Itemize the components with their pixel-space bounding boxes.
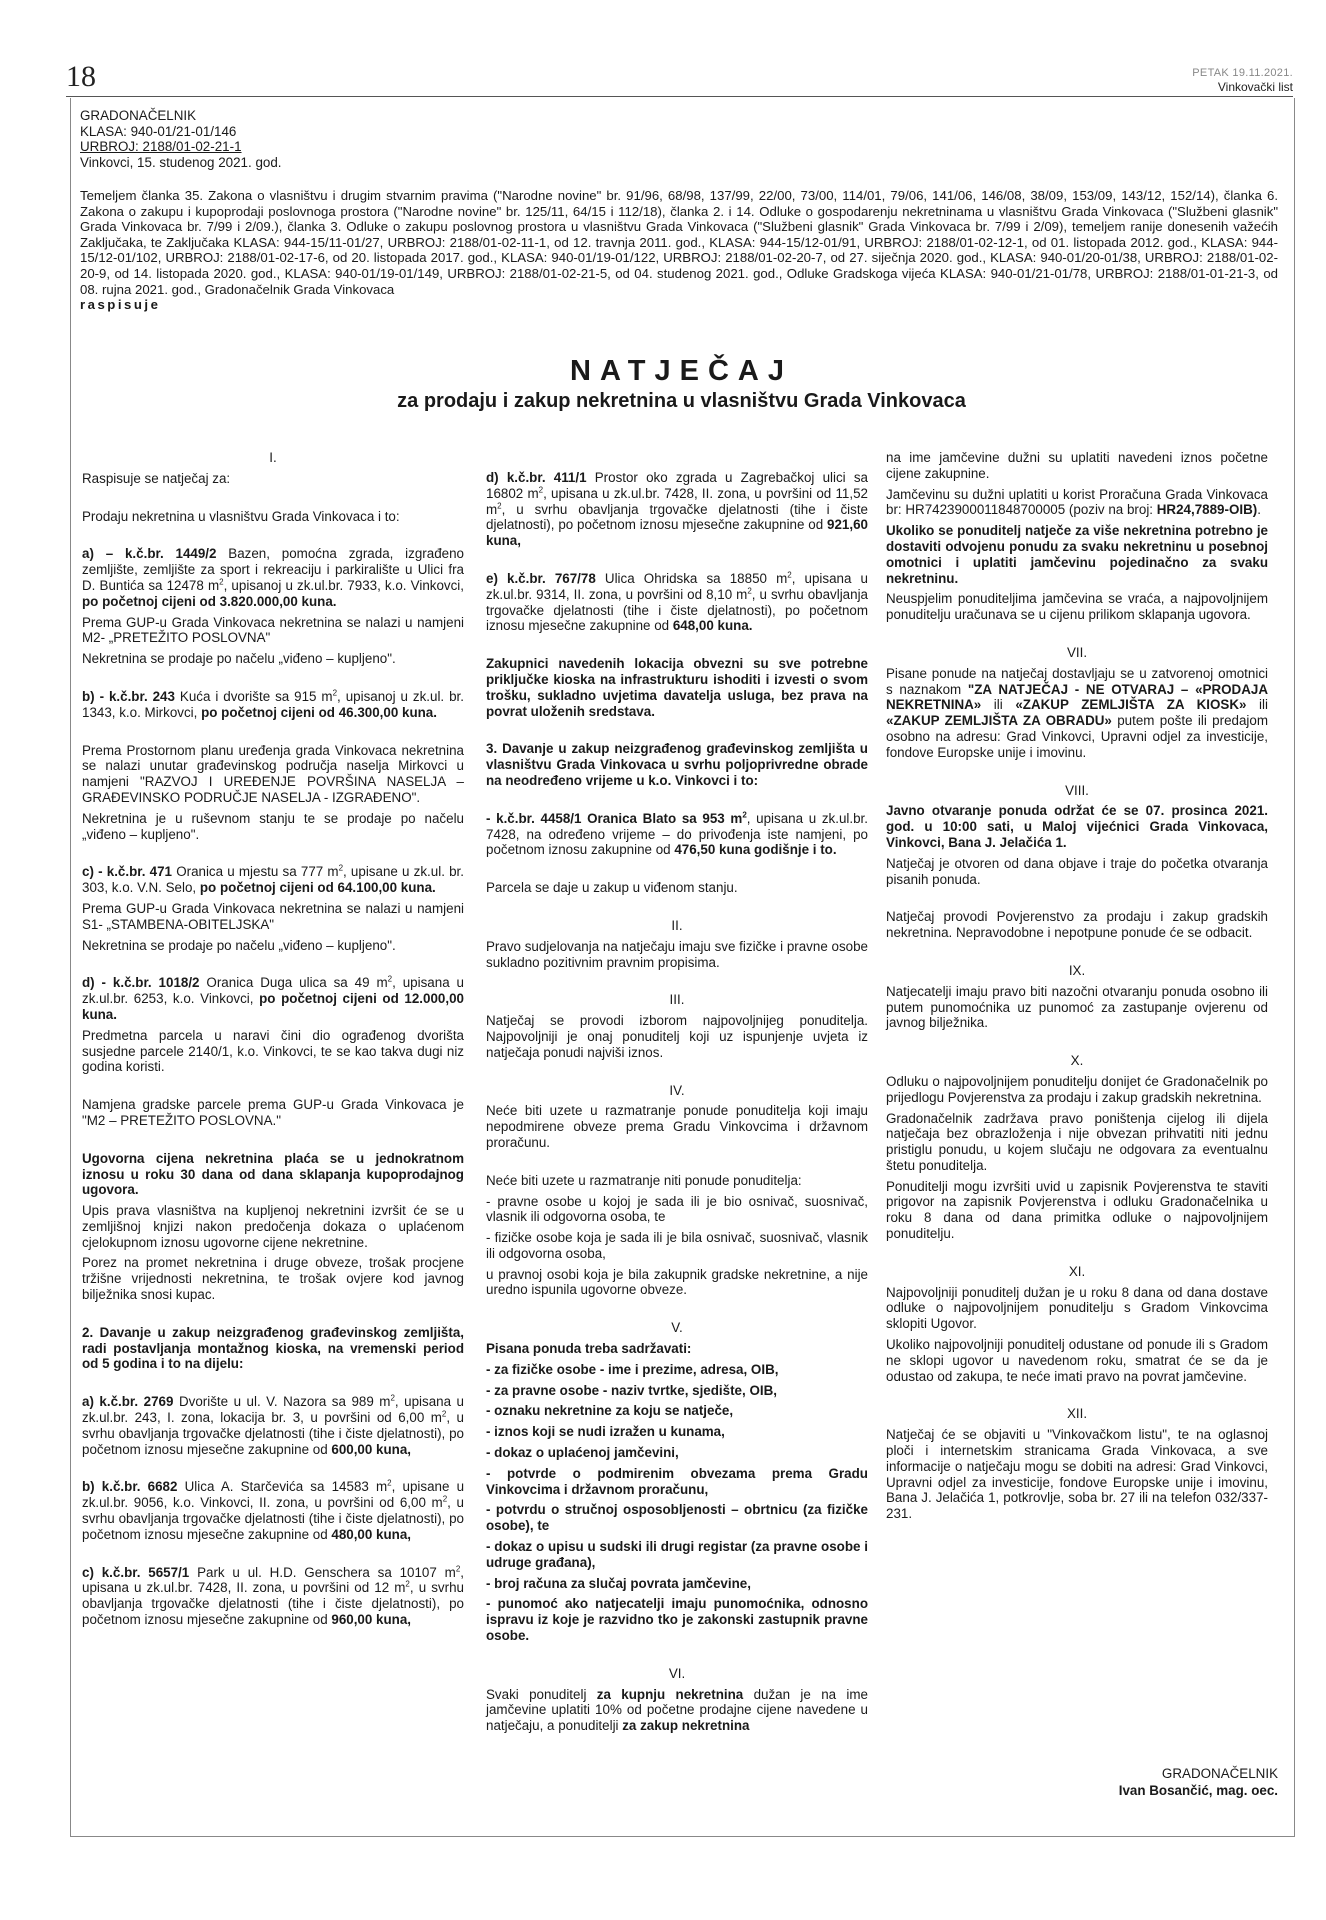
paragraph: Natječaj će se objaviti u "Vinkovačkom listu", te na oglasnoj ploči i internetskim stranicama Grada Vinkovaca, a sve informacije o natječaju mogu se dobiti na adresi: Grad Vinkovci, Upravni odjel za investicije, fondove Europske unije i imovinu, Bana J. Jelačića 1, potkrovlje, soba br. 27 ili na telefon 032/337-231. [886,1427,1268,1522]
list-item: - oznaku nekretnine za koju se natječe, [486,1403,734,1419]
section-heading: VII. [1066,644,1088,660]
parcel-id: b) - k.č.br. 243 [82,688,175,704]
paragraph: Natječaj je otvoren od dana objave i traje do početka otvaranja pisanih ponuda. [886,855,1268,887]
paragraph: Prema GUP-u Grada Vinkovaca nekretnina se nalazi u namjeni S1- „STAMBENA-OBITELJSKA" [82,900,464,932]
price: 648,00 kuna. [672,618,753,634]
paragraph: Prema Prostornom planu uređenja grada Vinkovaca nekretnina se nalazi unutar građevinskog područja naselja Mirkovci u namjeni "RAZVOJ I UREĐENJE POVRŠINA NASELJA – GRAĐEVINSKO PODRUČJE NASELJA - IZGRAĐENO". [82,742,464,805]
raspisuje-label: raspisuje [80,297,161,313]
paragraph: Natjecatelji imaju pravo biti nazočni otvaranju ponuda osobno ili putem punomoćnika uz punomoć za zastupanje ovjerenu od javnog bilježnika. [886,983,1268,1031]
paragraph: Natječaj se provodi izborom najpovoljnijeg ponuditelja. Najpovoljniji je onaj ponuditelj koji uz ispunjenje uvjeta iz natječaja ponudi najviši iznos. [486,1013,868,1060]
paragraph: Neuspjelim ponuditeljima jamčevina se vraća, a najpovoljnijem ponuditelju uračunava se u cijenu prilikom sklapanja ugovora. [886,591,1268,623]
list-heading: Pisana ponuda treba sadržavati: [486,1341,692,1357]
paragraph: Gradonačelnik zadržava pravo poništenja cijelog ili dijela natječaja bez obrazloženja i nije obvezan prihvatiti niti jednu pristiglu ponudu, u kojem slučaju ne odgovara za eventualnu štetu ponuditelja. [886,1110,1268,1173]
property-item-b: b) - k.č.br. 243 Kuća i dvorište sa 915 $m^2$, upisanoj u zk.ul. br. 1343, k.o. Mirkovci, po početnoj cijeni od 46.300,00 kuna. [82,688,464,720]
document-heading [80,108,780,170]
publication-name: Vinkovački list [1217,80,1293,94]
kiosk-item-c: c) k.č.br. 5657/1 Park u ul. H.D. Genschera sa 10107 $m^2$, upisana u zk.ul.br. 7428, II. zona, u površini od 12 $m^2$, u svrhu obavljanja trgovačke djelatnosti (tihe i čiste djelatnosti), po početnom iznosu mjesečne zakupnine od 960,00 kuna, [82,1564,464,1628]
section-heading: VIII. [1065,782,1089,798]
property-item-c: c) - k.č.br. 471 Oranica u mjestu sa 777 $m^2$, upisane u zk.ul. br. 303, k.o. V.N. Selo, po početnoj cijeni od 64.100,00 kuna. [82,863,464,896]
column-3 [886,450,1268,1527]
parcel-id: c) - k.č.br. 471 [82,864,172,880]
paragraph: Neće biti uzete u razmatranje niti ponude ponuditelja: [486,1172,802,1188]
list-item: - za pravne osobe - naziv tvrtke, sjedište, OIB, [486,1382,777,1398]
section-heading: IV. [669,1082,685,1098]
parcel-id: a) – k.č.br. 1449/2 [82,546,217,562]
kiosk-item-b: b) k.č.br. 6682 Ulica A. Starčevića sa 14583 $m^2$, upisane u zk.ul.br. 9056, k.o. Vinkovci, II. zona, u površini od 6,00 $m^2$, u svrhu obavljanja trgovačke djelatnosti (tihe i čiste djelatnosti), po početnom iznosu mjesečne zakupnine od 480,00 kuna, [82,1478,465,1542]
paragraph: Predmetna parcela u naravi čini dio ograđenog dvorišta susjedne parcele 2140/1, k.o. Vinkovci, te se kao takva dugi niz godina koristi. [82,1027,464,1075]
paragraph: Odluku o najpovoljnijem ponuditelju donijet će Gradonačelnik po prijedlogu Povjerenstva za prodaju i zakup gradskih nekretnina. [886,1073,1268,1105]
notice-title: NATJEČAJ [570,355,793,387]
kiosk-item-a: a) k.č.br. 2769 Dvorište u ul. V. Nazora sa 989 $m^2$, upisana u zk.ul.br. 243, I. zona, lokacija br. 3, u površini od 6,00 $m^2$, u svrhu obavljanja trgovačke djelatnosti (tihe i čiste djelatnosti), po početnom iznosu mjesečne zakupnine od 600,00 kuna, [82,1393,465,1457]
section-heading: IX. [1068,962,1086,978]
signature-block [1119,1765,1278,1799]
list-item: - dokaz o upisu u sudski ili drugi registar (za pravne osobe i udruge građana), [486,1539,868,1570]
parcel-id: e) k.č.br. 767/78 [486,570,596,586]
paragraph: Upis prava vlasništva na kupljenoj nekretnini izvršit će se u zemljišnoj knjizi nakon predočenja dokaza o uplaćenom cjelokupnom iznosu ugovorne cijene nekretnine. [82,1203,464,1250]
price: 600,00 kuna, [331,1441,412,1457]
paragraph: na ime jamčevine dužni su uplatiti navedeni iznos početne cijene zakupnine. [886,450,1268,481]
signature-role: GRADONAČELNIK [1161,1766,1278,1781]
price: 921,60 kuna, [486,517,868,549]
parcel-id: c) k.č.br. 5657/1 [82,1564,190,1580]
price: po početnoj cijeni od 64.100,00 kuna. [199,880,436,896]
section-heading: I. [269,450,277,465]
list-item: - za fizičke osobe - ime i prezime, adresa, OIB, [486,1361,779,1377]
price: po početnoj cijeni od 3.820.000,00 kuna. [82,593,337,609]
parcel-id: a) k.č.br. 2769 [82,1394,174,1410]
paragraph: Nekretnina se prodaje po načelu „viđeno – kupljeno". [82,651,396,667]
list-item: - potvrdu o stručnoj osposobljenosti – obrtnicu (za fizičke osobe), te [486,1502,868,1534]
parcel-id: b) k.č.br. 6682 [82,1479,178,1495]
payment-reference: HR24,7889-OIB) [1156,502,1258,518]
section-subheading: 2. Davanje u zakup neizgrađenog građevinskog zemljišta, radi postavljanja montažnog kioska, na vremenski period od 5 godina i to na dijelu: [82,1324,464,1372]
price: po početnoj cijeni od 12.000,00 kuna. [82,991,464,1022]
list-item: - dokaz o uplaćenoj jamčevini, [486,1445,679,1461]
paragraph: Pisane ponude na natječaj dostavljaju se u zatvorenoj omotnici s naznakom "ZA NATJEČAJ - NE OTVARAJ – «PRODAJA NEKRETNINA» ili «ZAKUP ZEMLJIŠTA ZA KIOSK» ili «ZAKUP ZEMLJIŠTA ZA OBRADU» putem pošte ili predajom osobno na adresu: Grad Vinkovci, Upravni odjel za investicije, fondove Europske unije i imovinu. [886,665,1268,760]
paragraph: Zakupnici navedenih lokacija obvezni su sve potrebne priključke kioska na infrastrukturu ishoditi i izvesti o svom trošku, sukladno uvjetima davatelja usluga, bez prava na povrat uloženih sredstava. [486,656,868,719]
parcel-id: d) k.č.br. 411/1 [486,470,587,485]
section-heading: V. [671,1320,683,1336]
property-item-d: d) - k.č.br. 1018/2 Oranica Duga ulica sa 49 $m^2$, upisana u zk.ul.br. 6253, k.o. Vinkovci, po početnoj cijeni od 12.000,00 kuna. [82,974,464,1022]
paragraph: Ukoliko najpovoljniji ponuditelj odustane od ponude ili s Gradom ne sklopi ugovor u navedenom roku, smatrat će se da je odustao od zakupa, te neće imati pravo na povrat jamčevine. [886,1337,1268,1384]
legal-preamble [80,188,1278,313]
list-item: - broj računa za slučaj povrata jamčevine, [486,1575,751,1591]
paragraph: Najpovoljniji ponuditelj dužan je u roku 8 dana od dana dostave odluke o najpovoljnijem ponuditelju s Gradom Vinkovcima sklopiti Ugovor. [886,1284,1268,1332]
klasa: KLASA: 940-01/21-01/146 [80,123,237,139]
price: 960,00 kuna, [331,1612,412,1628]
section-heading: III. [669,992,685,1008]
section-subheading: 3. Davanje u zakup neizgrađenog građevinskog zemljišta u vlasništvu Grada Vinkovaca u svrhu poljoprivredne obrade na neodređeno vrijeme u k.o. Vinkovci i to: [486,741,868,788]
paragraph: Ponuditelji mogu izvršiti uvid u zapisnik Povjerenstva te staviti prigovor na zapisnik Povjerenstva i odluku Gradonačelnika u roku 8 dana od dana primitka odluke o najpovoljnijem ponuditelju. [886,1178,1268,1242]
column-1 [82,450,464,1633]
paragraph: Nekretnina se prodaje po načelu „viđeno – kupljeno". [82,937,396,953]
farm-item: - k.č.br. 4458/1 Oranica Blato sa 953 $m^2$, upisana u zk.ul.br. 7428, na određeno vrijeme – do privođenja iste namjeni, po početnom iznosu zakupnine od 476,50 kuna godišnje i to. [486,810,868,858]
price: 476,50 kuna godišnje i to. [674,842,837,858]
notice-subtitle: za prodaju i zakup nekretnina u vlasništvu Grada Vinkovaca [397,390,966,412]
section-heading: II. [671,917,683,933]
paragraph: Pravo sudjelovanja na natječaju imaju sve fizičke i pravne osobe sukladno pozitivnim pravnim propisima. [486,938,868,970]
issue-date: PETAK 19.11.2021. [1192,67,1293,79]
paragraph: Jamčevinu su dužni uplatiti u korist Proračuna Grada Vinkovaca br: HR7423900011848700005 (poziv na broj: HR24,7889-OIB). [886,486,1268,518]
kiosk-item-d: d) k.č.br. 411/1 Prostor oko zgrada u Zagrebačkoj ulici sa 16802 $m^2$, upisana u zk.ul.br. 7428, II. zona, u površini od 11,52 $m^2$, u svrhu obavljanja trgovačke djelatnosti (tihe i čiste djelatnosti), po početnom iznosu mjesečne zakupnine od 921,60 kuna, [486,470,868,549]
list-item: - punomoć ako natjecatelji imaju punomoćnika, odnosno ispravu iz koje je razvidno tko je zakonski zastupnik pravne osobe. [486,1596,868,1644]
paragraph: Prodaju nekretnina u vlasništvu Grada Vinkovaca i to: [82,508,400,524]
paragraph: Porez na promet nekretnina i druge obveze, trošak procjene tržišne vrijednosti nekretnina, te trošak ovjere kod javnog bilježnika snosi kupac. [82,1255,464,1303]
header-divider [66,96,1293,97]
price: 480,00 kuna, [331,1526,412,1542]
kiosk-item-e: e) k.č.br. 767/78 Ulica Ohridska sa 18850 $m^2$, upisana u zk.ul.br. 9314, II. zona, u površini od 8,10 $m^2$, u svrhu obavljanja trgovačke djelatnosti (tihe i čiste djelatnosti), po početnom iznosu mjesečne zakupnine od 648,00 kuna. [486,570,869,634]
paragraph: Prema GUP-u Grada Vinkovaca nekretnina se nalazi u namjeni M2- „PRETEŽITO POSLOVNA" [82,614,464,646]
paragraph: Ugovorna cijena nekretnina plaća se u jednokratnom iznosu u roku 30 dana od dana sklapanja kupoprodajnog ugovora. [82,1150,464,1198]
paragraph: Raspisuje se natječaj za: [82,470,231,486]
paragraph: Svaki ponuditelj za kupnju nekretnina dužan je na ime jamčevine uplatiti 10% od početne prodajne cijene navedene u natječaju, a ponuditelji za zakup nekretnina [486,1686,869,1734]
urbroj: URBROJ: 2188/01-02-21-1 [80,139,242,155]
preamble-text: Temeljem članka 35. Zakona o vlasništvu i drugim stvarnim pravima ("Narodne novine" br. 91/96, 68/98, 137/99, 22/00, 73/00, 114/01, 79/06, 141/06, 146/08, 38/09, 153/09, 143/12, 152/14), članka 6. Zakona o zakupu i kupoprodaji poslovnoga prostora ("Narodne novine" br. 125/11, 64/15 i 112/18), članka 2. i 14. Odluke o gospodarenju nekretninama u vlasništvu Grada Vinkovaca ("Službeni glasnik" Grada Vinkovaca br. 7/99 i 2/09.), članka 3. Odluke o zakupu poslovnog prostora u vlasništvu Grada Vinkovaca ("Službeni glasnik" Grada Vinkovaca br. 7/99 i 2/09), temeljem ranije donesenih važećih Zaključaka, te Zaključaka KLASA: 944-15/11-01/27, URBROJ: 2188/01-02-11-1, od 12. travnja 2011. god., KLASA: 944-15/12-01/91, URBROJ: 2188/01-02-12-1, od 01. listopada 2012. god., KLASA: 944-15/12-01/102, URBROJ: 2188/01-02-17-6, od 20. listopada 2017. god., KLASA: 940-01/19-01/122, URBROJ: 2188/01-02-20-7, od 27. siječnja 2020. god., KLASA: 940-01/20-01/38, URBROJ: 2188/01-02-20-9, od 14. listopada 2020. god., KLASA: 940-01/19-01/149, URBROJ: 2188/01-02-21-5, od 04. studenog 2021. god., Odluke Gradskoga vijeća KLASA: 940-01/21-01/78, URBROJ: 2188/01-01-21-3, od 08. rujna 2021. god., Gradonačelnik Grada Vinkovaca [80,188,1278,297]
section-heading: X. [1070,1053,1084,1069]
issuer: GRADONAČELNIK [80,108,197,123]
price: po početnoj cijeni od 46.300,00 kuna. [201,704,437,720]
column-2 [486,470,868,1739]
property-item-a: a) – k.č.br. 1449/2 Bazen, pomoćna zgrada, izgrađeno zemljište, zemljište za sport i rekreaciju i parkiralište u Ulici fra D. Buntića sa 12478 $m^2$, upisanoj u zk.ul.br. 7933, k.o. Vinkovci, po početnoj cijeni od 3.820.000,00 kuna. [82,546,464,609]
paragraph: - fizičke osobe koja je sada ili je bila osnivač, suosnivač, vlasnik ili odgovorna osoba, [486,1230,868,1261]
paragraph: u pravnoj osobi koja je bila zakupnik gradske nekretnine, a nije uredno ispunila ugovorne obveze. [486,1266,868,1298]
paragraph: Ukoliko se ponuditelj natječe za više nekretnina potrebno je dostaviti odvojenu ponudu za svaku nekretninu u posebnoj omotnici i uplatiti jamčevinu pojedinačno za svaku nekretninu. [886,523,1268,586]
section-heading: VI. [668,1665,686,1681]
section-heading: XII. [1066,1406,1088,1422]
paragraph: Javno otvaranje ponuda održat će se 07. prosinca 2021. god. u 10:00 sati, u Maloj vijećnici Grada Vinkovaca, Vinkovci, Bana J. Jelačića 1. [886,803,1268,850]
paragraph: Namjena gradske parcele prema GUP-u Grada Vinkovaca je "M2 – PRETEŽITO POSLOVNA." [82,1097,464,1128]
list-item: - potvrde o podmirenim obvezama prema Gradu Vinkovcima i državnom proračunu, [486,1465,868,1497]
parcel-id: d) - k.č.br. 1018/2 [82,975,200,991]
signature-name: Ivan Bosančić, mag. oec. [1118,1783,1278,1798]
section-heading: XI. [1068,1263,1086,1279]
paragraph: Neće biti uzete u razmatranje ponude ponuditelja koji imaju nepodmirene obveze prema Gradu Vinkovcima i državnom proračunu. [486,1103,868,1150]
paragraph: Parcela se daje u zakup u viđenom stanju. [486,880,738,896]
place-date: Vinkovci, 15. studenog 2021. god. [80,154,282,170]
running-header [1192,66,1293,94]
paragraph: Natječaj provodi Povjerenstvo za prodaju i zakup gradskih nekretnina. Nepravodobne i nepotpune ponude će se odbacit. [886,909,1268,941]
paragraph: - pravne osobe u kojoj je sada ili je bio osnivač, suosnivač, vlasnik ili odgovorna osoba, te [486,1193,868,1225]
paragraph: Nekretnina je u ruševnom stanju te se prodaje po načelu „viđeno – kupljeno". [82,810,464,842]
page-number: 18 [66,60,96,93]
list-item: - iznos koji se nudi izražen u kunama, [486,1424,725,1440]
